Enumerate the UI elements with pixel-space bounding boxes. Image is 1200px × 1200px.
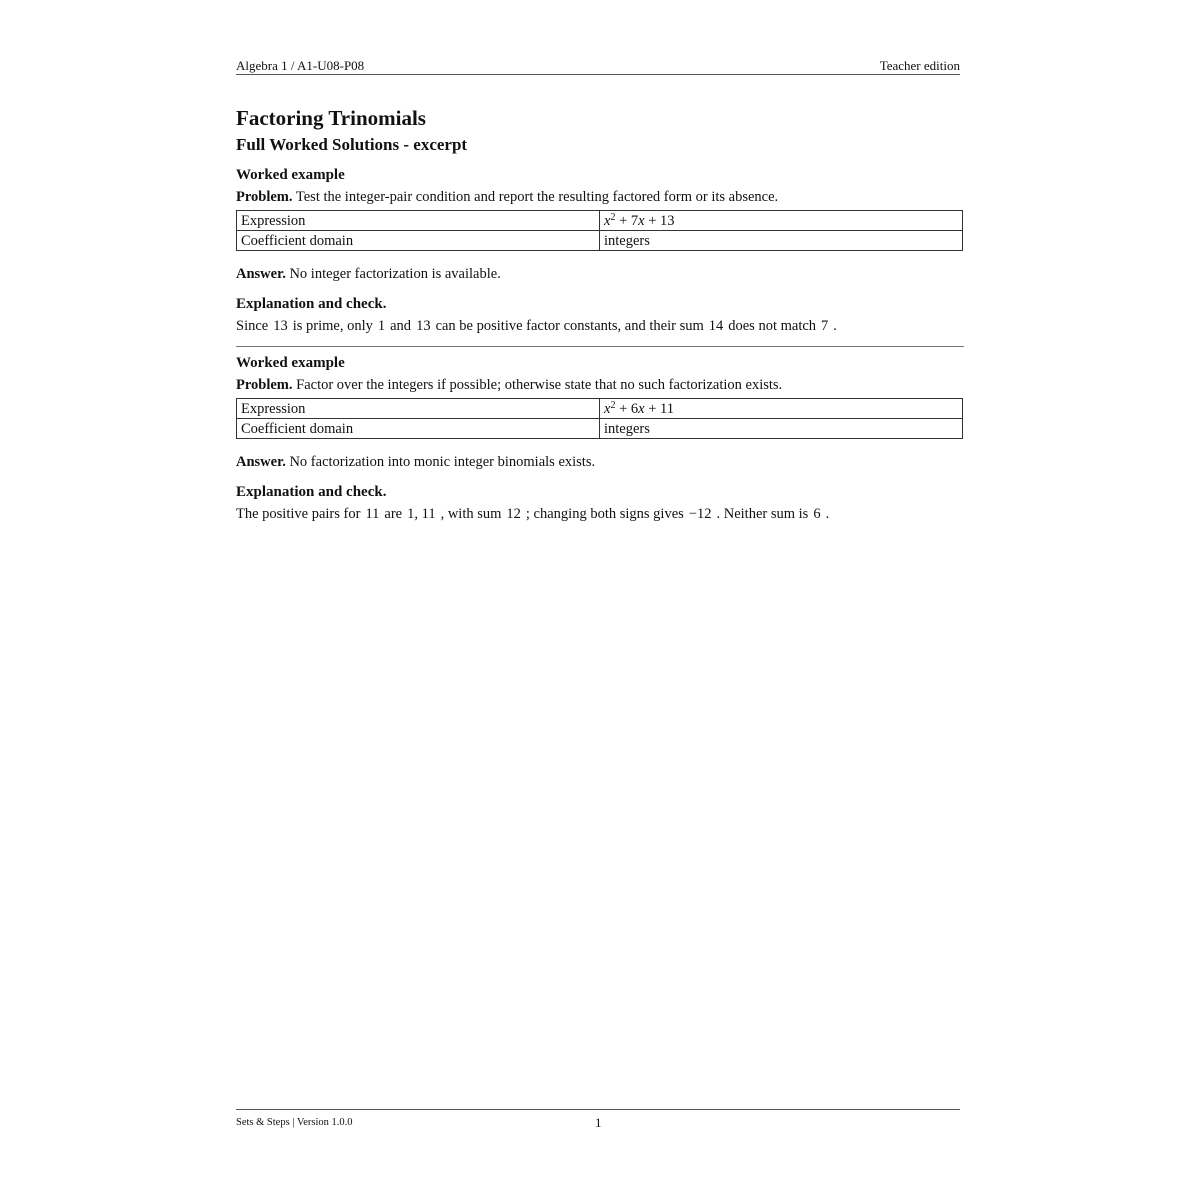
answer-line [236, 451, 964, 473]
table-row [237, 231, 963, 251]
explanation-fragment: and [390, 318, 412, 334]
math-exponent: 2 [610, 399, 616, 411]
worked-example-1 [236, 164, 964, 337]
section-divider [236, 346, 964, 347]
explanation-fragment: are [384, 506, 403, 522]
explanation-fragment: is prime, only [292, 318, 373, 334]
problem-statement [236, 186, 964, 208]
explanation-heading: Explanation and check. [236, 484, 387, 500]
page-footer [236, 1109, 960, 1130]
table-cell-label: Coefficient domain [237, 419, 600, 439]
answer-text: No integer factorization is available. [289, 266, 501, 282]
page-number: 1 [595, 1115, 602, 1130]
header-course-code: Algebra 1 / A1-U08-P08 [236, 58, 365, 73]
footer-version: Sets & Steps | Version 1.0.0 [236, 1117, 353, 1128]
table-row [237, 399, 963, 419]
math-number: 14 [708, 318, 724, 334]
explanation-fragment: . [825, 506, 830, 522]
problem-table [236, 210, 963, 251]
expression-cell [600, 399, 963, 419]
explanation-text [236, 503, 964, 525]
explanation-heading: Explanation and check. [236, 296, 387, 312]
math-term: + 6 [615, 400, 639, 417]
explanation-fragment: does not match [728, 318, 817, 334]
table-cell-label: Coefficient domain [237, 231, 600, 251]
math-exponent: 2 [610, 211, 616, 223]
problem-table [236, 398, 963, 439]
table-row [237, 419, 963, 439]
example-heading: Worked example [236, 167, 345, 183]
table-cell-value: integers [600, 231, 963, 251]
expression-cell [600, 211, 963, 231]
math-number: 6 [813, 506, 821, 522]
explanation-fragment: can be positive factor constants, and their sum [435, 318, 704, 334]
explanation-text [236, 315, 964, 337]
math-number: 1, 11 [407, 506, 436, 522]
math-number: 13 [416, 318, 431, 334]
table-row [237, 211, 963, 231]
page-title: Factoring Trinomials [236, 106, 426, 130]
answer-text: No factorization into monic integer binomials exists. [289, 454, 596, 470]
header-edition: Teacher edition [879, 58, 960, 73]
answer-line [236, 263, 964, 285]
explanation-fragment: The positive pairs for [236, 506, 361, 522]
answer-label: Answer. [236, 266, 286, 282]
math-term: + 11 [644, 400, 674, 417]
math-variable: x [638, 212, 645, 229]
math-term: + 13 [644, 212, 675, 229]
math-number: 11 [365, 506, 380, 522]
math-number: 12 [506, 506, 521, 522]
table-cell-value: integers [600, 419, 963, 439]
math-term: + 7 [615, 212, 639, 229]
main-content [236, 104, 964, 525]
math-variable: x [604, 212, 611, 229]
explanation-fragment: Since [236, 318, 269, 334]
table-cell-label: Expression [237, 211, 600, 231]
problem-label: Problem. [236, 189, 293, 205]
math-variable: x [604, 400, 611, 417]
problem-statement [236, 374, 964, 396]
math-variable: x [638, 400, 645, 417]
math-number: −12 [688, 506, 712, 522]
explanation-fragment: , with sum [440, 506, 502, 522]
math-number: 1 [377, 318, 386, 334]
problem-label: Problem. [236, 377, 293, 393]
answer-label: Answer. [236, 454, 286, 470]
document-page [236, 0, 962, 1200]
problem-text: Test the integer-pair condition and report the resulting factored form or its absence. [295, 189, 779, 205]
worked-example-2 [236, 352, 964, 525]
explanation-fragment: ; changing both signs gives [525, 506, 684, 522]
table-cell-label: Expression [237, 399, 600, 419]
math-number: 7 [821, 318, 829, 334]
explanation-fragment: . Neither sum is [716, 506, 809, 522]
running-header [236, 58, 960, 75]
math-number: 13 [273, 318, 288, 334]
explanation-fragment: . [833, 318, 837, 334]
example-heading: Worked example [236, 355, 345, 371]
problem-text: Factor over the integers if possible; otherwise state that no such factorization exists. [296, 377, 783, 393]
page-subtitle: Full Worked Solutions - excerpt [236, 135, 468, 154]
